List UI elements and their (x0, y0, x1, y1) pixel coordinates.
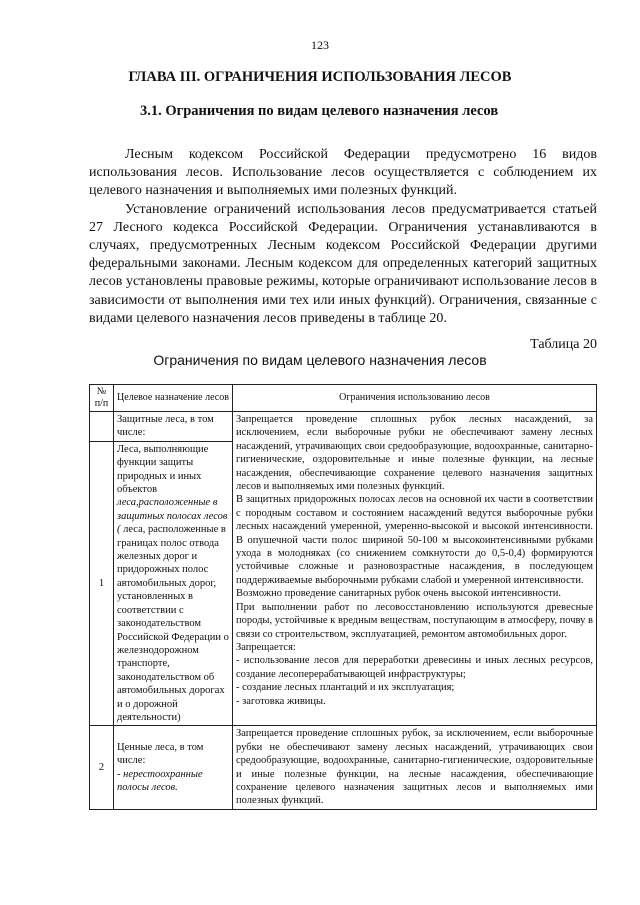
cell-row2-restrictions: Запрещается проведение сплошных рубок, за исключением, если выборочные рубки не обеспечивают замену лесных насаждений, утрачивающих свои средообразующие, водоохранные, санитарно-гигиенические, оздоровительные и иные полезные функции, на лесные насаждения, обеспечивающие сохранение целевого назначения защитных лесов и выполняемых ими полезных функций. (233, 726, 597, 809)
table-row (90, 412, 597, 442)
header-no: № п/п (90, 385, 114, 412)
restriction-text: При выполнении работ по лесовосстановлению используются древесные породы, устойчивые к вредным веществам, поступающим в атмосферу, почву в связи со строительством, эксплуатацией, ремонтом автомобильных дорог. (236, 601, 593, 640)
table-label: Таблица 20 (530, 337, 597, 352)
table-row (90, 726, 597, 809)
paragraph: Установление ограничений использования лесов предусматривается статьей 27 Лесного кодекса Российской Федерации. Ограничения устанавливаются в случаях, предусмотренных Лесным кодексом Российской Федерации другими федеральными законами. Лесным кодексом для определенных категорий защитных лесов установлены правовые режимы, которые ограничивают использование лесов в зависимости от выполнения ими тех или иных функций). Ограничения, связанные с видами целевого назначения лесов приведены в таблице 20. (89, 201, 597, 326)
page-number: 123 (311, 38, 329, 52)
cell-no-empty (90, 412, 114, 442)
purpose-main: Леса, выполняющие функции защиты природных и иных объектов (117, 443, 209, 496)
restrictions-table (89, 384, 597, 810)
purpose-main: Ценные леса, в том числе: (117, 741, 204, 767)
header-purpose: Целевое назначение лесов (114, 385, 233, 412)
prohibited-item: - использование лесов для переработки древесины и иных лесных ресурсов, создание лесоперерабатывающей инфраструктуры; (236, 655, 593, 680)
chapter-title: ГЛАВА III. ОГРАНИЧЕНИЯ ИСПОЛЬЗОВАНИЯ ЛЕСОВ (128, 69, 512, 85)
table-title: Ограничения по видам целевого назначения лесов (153, 352, 487, 368)
body-text (89, 146, 597, 328)
paragraph: Лесным кодексом Российской Федерации предусмотрено 16 видов использования лесов. Использование лесов осуществляется с соблюдением их целевого назначения и выполняемых ими полезных функций. (89, 147, 597, 199)
cell-row1-no: 1 (90, 441, 114, 726)
prohibited-item: - заготовка живицы. (236, 695, 326, 707)
purpose-italic: - нерестоохранные полосы лесов. (117, 768, 203, 793)
cell-row2-no: 2 (90, 726, 114, 809)
purpose-italic: леса,расположенные в защитных полосах лесов ( (117, 497, 228, 536)
header-restrictions: Ограничения использованию лесов (233, 385, 597, 412)
cell-row1-purpose (114, 441, 233, 726)
restriction-text: Возможно проведение санитарных рубок очень высокой интенсивности. (236, 588, 562, 600)
cell-row1-restrictions (233, 412, 597, 726)
section-title: 3.1. Ограничения по видам целевого назначения лесов (140, 103, 499, 119)
restriction-text: В защитных придорожных полосах лесов на основной их части в соответствии с породным составом и состоянием насаждений ведутся выборочные рубки лесных насаждений умеренной, умеренно-высокой и высокой интенсивности. В опушечной части полос шириной 50-100 м высокоинтенсивными рубками ухода в молодняках (со снижением сомкнутости до 0,5-0,4) формируются устойчивые сложные и разновозрастные насаждения, в последующем поддерживаемые выборочными рубками слабой и умеренной интенсивности. (236, 494, 593, 586)
cell-row2-purpose (114, 726, 233, 809)
purpose-rest: леса, расположенные в границах полос отвода железных дорог и придорожных полос автомобильных дорог, установленных в соответствии с законодательством Российской Федерации о железнодорожном транспорте, законодательством об автомобильных дорогах и о дорожной деятельности) (117, 524, 229, 723)
prohibited-title: Запрещается: (236, 641, 296, 653)
prohibited-item: - создание лесных плантаций и их эксплуатация; (236, 682, 455, 694)
table-header-row (90, 385, 597, 412)
restriction-text: Запрещается проведение сплошных рубок лесных насаждений, за исключением, если выборочные рубки не обеспечивают замену лесных насаждений, утрачивающих свои средообразующие, водоохранные, санитарно-гигиенические, оздоровительные и иные полезные функции, на лесные насаждения, обеспечивающие сохранение целевого назначения защитных лесов и выполняемых ими полезных функций. (236, 414, 593, 493)
cell-group-purpose: Защитные леса, в том числе: (114, 412, 233, 442)
